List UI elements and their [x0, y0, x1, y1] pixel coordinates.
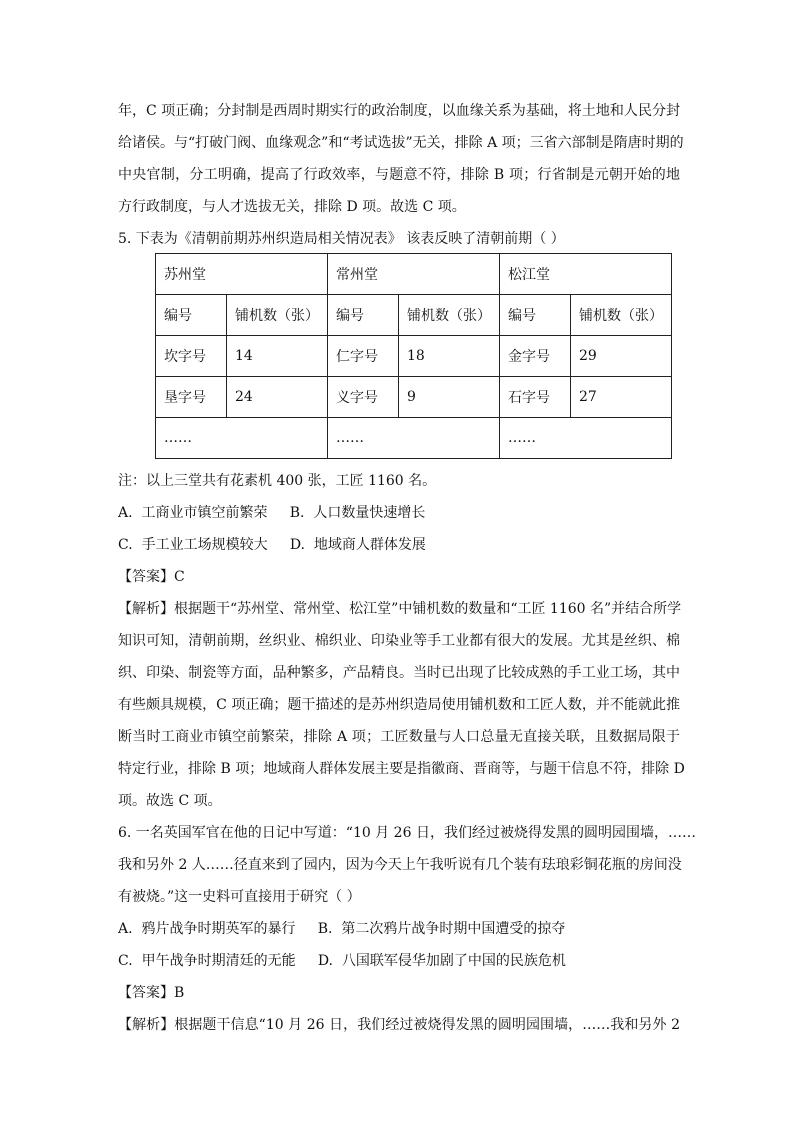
table-cell: 义字号	[328, 377, 399, 418]
table-subheader: 铺机数（张）	[571, 295, 672, 336]
table-subheader-row	[156, 295, 672, 336]
q5-analysis-line: 知识可知，清朝前期，丝织业、棉织业、印染业等手工业都有很大的发展。尤其是丝织、棉	[118, 633, 680, 649]
q6-options-line: A. 鸦片战争时期英军的暴行 B. 第二次鸦片战争时期中国遭受的掠夺	[118, 921, 566, 937]
question-6-stem-line: 我和另外 2 人……径直来到了园内，因为今天上午我听说有几个装有珐琅彩铜花瓶的房间没	[118, 857, 682, 873]
table-group-header: 常州堂	[328, 254, 500, 295]
question-6-stem-line: 有被烧。”这一史料可直接用于研究（ ）	[118, 889, 361, 905]
table-subheader: 铺机数（张）	[399, 295, 500, 336]
table-ellipsis-row	[156, 418, 672, 459]
table-cell: 18	[399, 336, 500, 377]
table-subheader: 铺机数（张）	[227, 295, 328, 336]
table-note: 注：以上三堂共有花素机 400 张，工匠 1160 名。	[118, 473, 437, 489]
table-cell: 石字号	[500, 377, 571, 418]
q5-analysis-line: 织、印染、制瓷等方面，品种繁多，产品精良。当时已出现了比较成熟的手工业工场，其中	[118, 665, 680, 681]
question-6-stem-line: 6. 一名英国军官在他的日记中写道：“10 月 26 日，我们经过被烧得发黑的圆明园围墙，……	[118, 825, 696, 841]
q6-analysis-line: 【解析】根据题干信息“10 月 26 日，我们经过被烧得发黑的圆明园围墙，……我和另外 2	[118, 1017, 680, 1033]
question-5-stem: 5. 下表为《清朝前期苏州织造局相关情况表》 该表反映了清朝前期（ ）	[118, 231, 565, 247]
weaving-table	[155, 253, 672, 459]
table-cell: 24	[227, 377, 328, 418]
intro-line: 年，C 项正确；分封制是西周时期实行的政治制度，以血缘关系为基础，将土地和人民分封	[118, 103, 680, 119]
table-cell: 9	[399, 377, 500, 418]
table-cell: 金字号	[500, 336, 571, 377]
table-row	[156, 377, 672, 418]
q6-options-line: C. 甲午战争时期清廷的无能 D. 八国联军侵华加剧了中国的民族危机	[118, 953, 566, 969]
table-group-header: 松江堂	[500, 254, 672, 295]
page-body-continued	[118, 465, 696, 1041]
table-cell: 27	[571, 377, 672, 418]
table-ellipsis-cell: ……	[156, 418, 328, 459]
table-cell: 14	[227, 336, 328, 377]
q5-options-line: C. 手工业工场规模较大 D. 地域商人群体发展	[118, 537, 426, 553]
table-group-header: 苏州堂	[156, 254, 328, 295]
table-subheader: 编号	[156, 295, 227, 336]
table-ellipsis-cell: ……	[500, 418, 672, 459]
table-cell: 29	[571, 336, 672, 377]
q5-analysis-line: 有些颇具规模，C 项正确；题干描述的是苏州织造局使用铺机数和工匠人数，并不能就此推	[118, 697, 680, 713]
table-row	[156, 336, 672, 377]
q5-analysis-line: 项。故选 C 项。	[118, 793, 222, 809]
page-body	[118, 95, 684, 255]
q5-analysis-line: 断当时工商业市镇空前繁荣，排除 A 项；工匠数量与人口总量无直接关联，且数据局限于	[118, 729, 680, 745]
table-subheader: 编号	[500, 295, 571, 336]
intro-line: 方行政制度，与人才选拔无关，排除 D 项。故选 C 项。	[118, 199, 466, 215]
table-cell: 坎字号	[156, 336, 227, 377]
q5-answer: 【答案】C	[118, 569, 185, 585]
table-cell: 仁字号	[328, 336, 399, 377]
weaving-table-container	[155, 253, 672, 459]
table-cell: 垦字号	[156, 377, 227, 418]
table-ellipsis-cell: ……	[328, 418, 500, 459]
q5-analysis-line: 【解析】根据题干“苏州堂、常州堂、松江堂”中铺机数的数量和“工匠 1160 名”并结合所学	[118, 601, 682, 617]
table-subheader: 编号	[328, 295, 399, 336]
intro-line: 中央官制，分工明确，提高了行政效率，与题意不符，排除 B 项；行省制是元朝开始的地	[118, 167, 680, 183]
q5-options-line: A. 工商业市镇空前繁荣 B. 人口数量快速增长	[118, 505, 426, 521]
q5-analysis-line: 特定行业，排除 B 项；地域商人群体发展主要是指徽商、晋商等，与题干信息不符，排除 D	[118, 761, 685, 777]
table-group-row	[156, 254, 672, 295]
intro-line: 给诸侯。与“打破门阀、血缘观念”和“考试选拔”无关，排除 A 项；三省六部制是隋唐时期的	[118, 135, 684, 151]
q6-answer: 【答案】B	[118, 985, 185, 1001]
